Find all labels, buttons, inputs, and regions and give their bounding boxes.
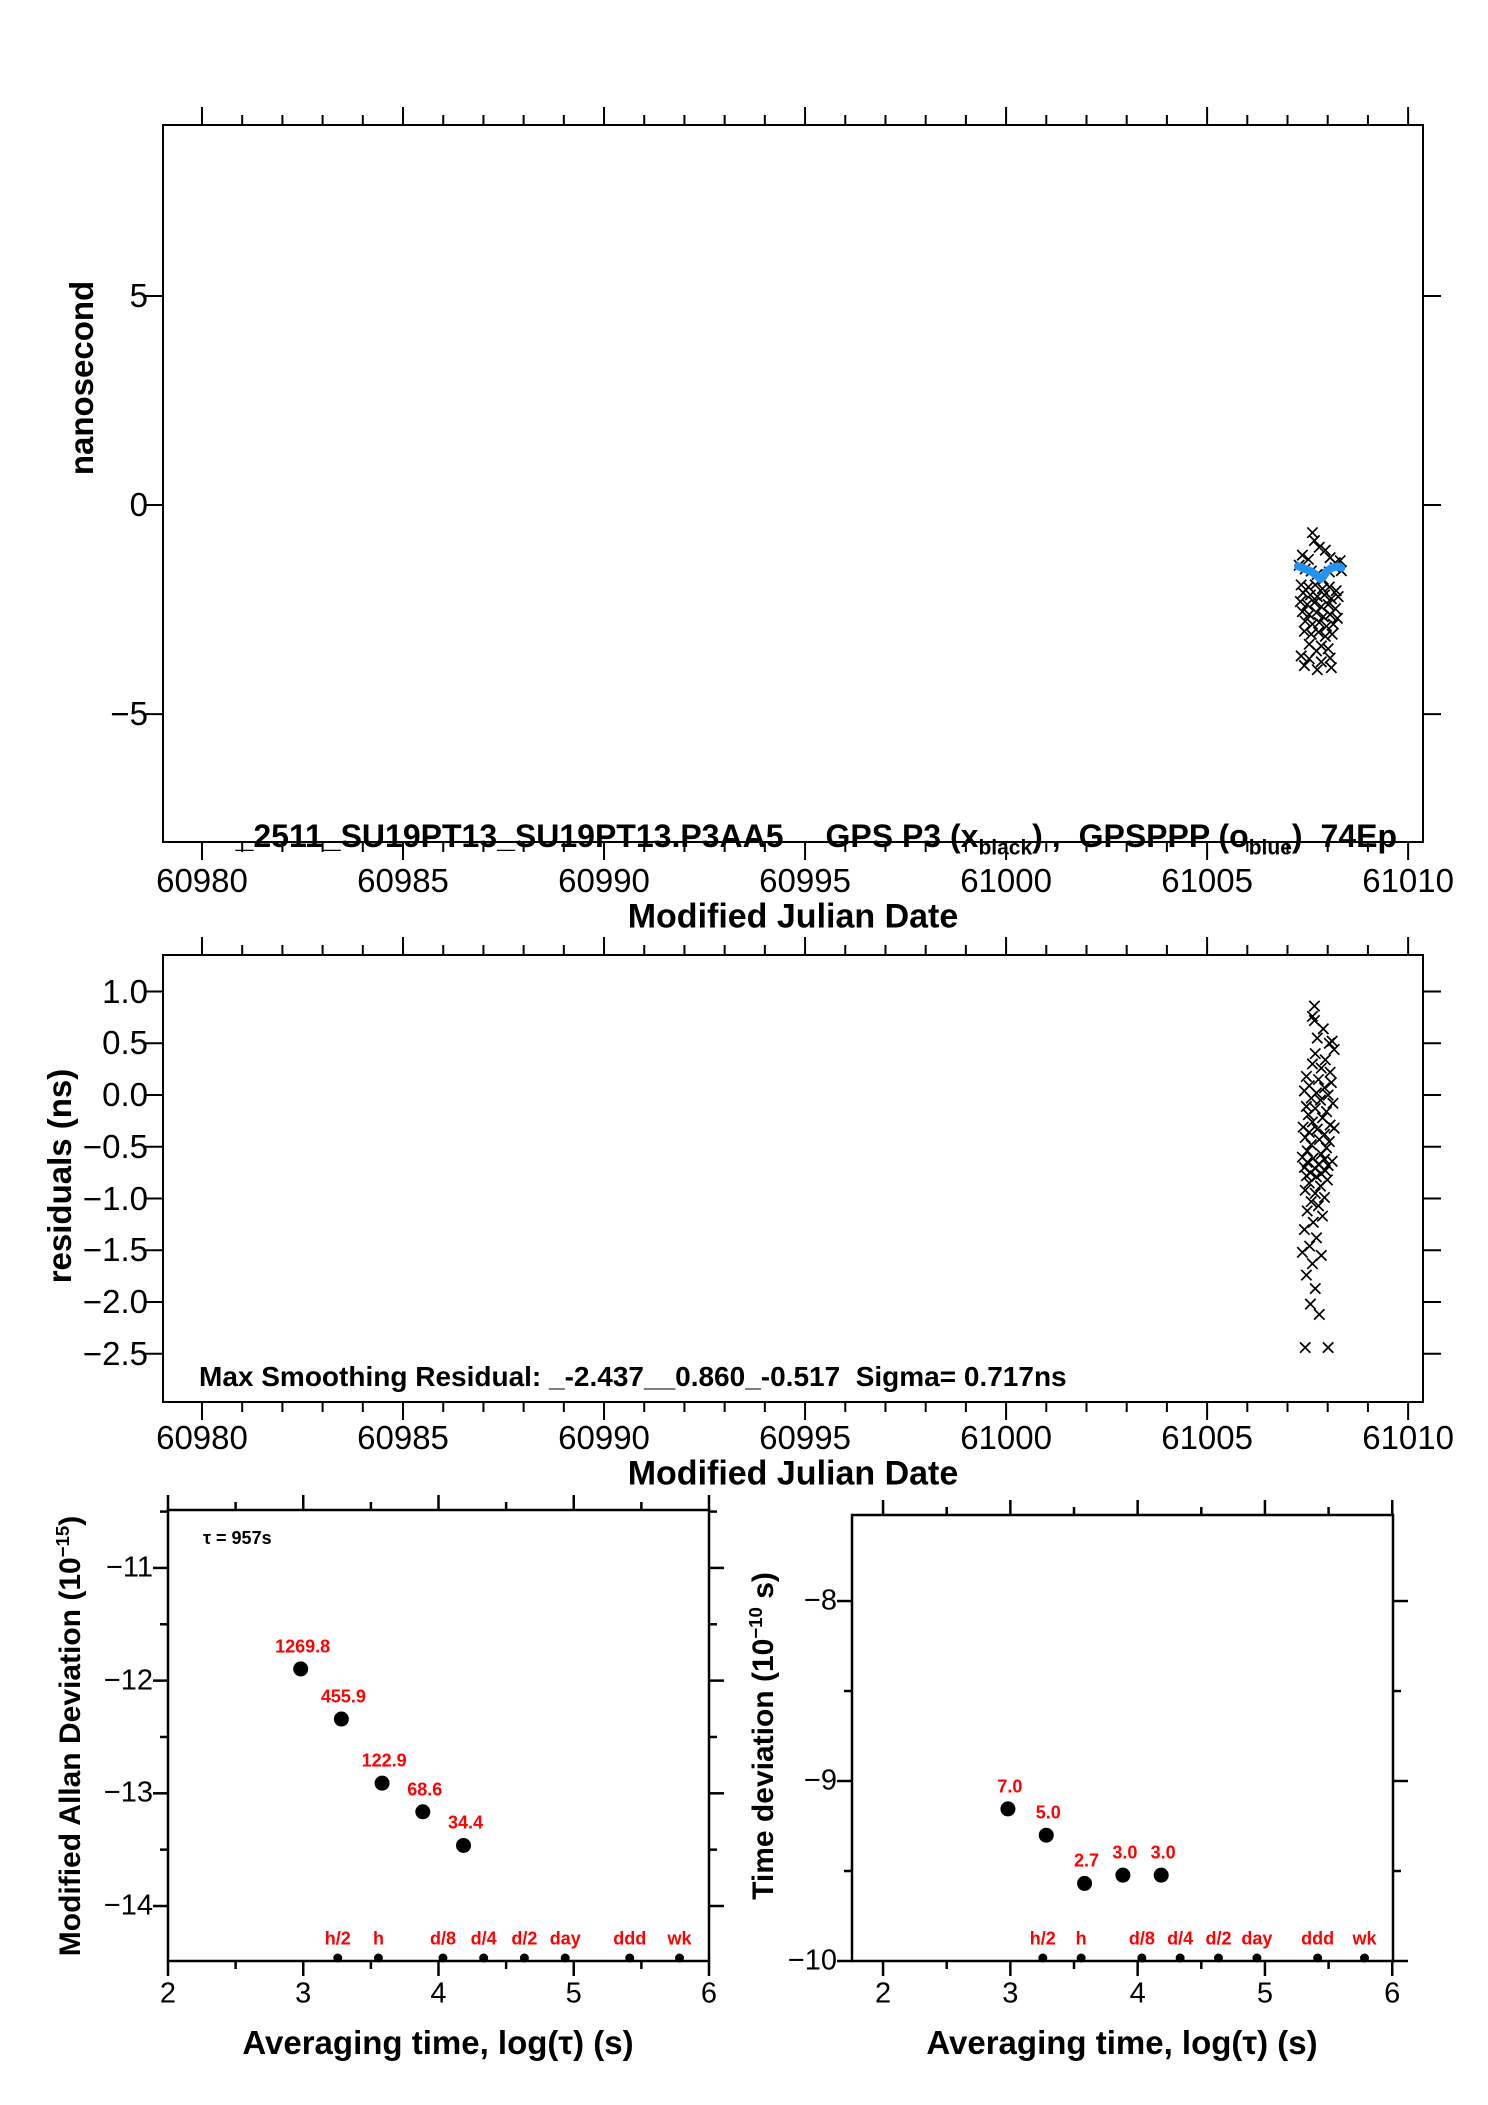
mdev-y-axis-title: [52, 1516, 88, 1956]
x-marker: [1329, 1123, 1339, 1133]
y-tick-label-residuals-vs-mjd: 1.0: [102, 972, 148, 1010]
y-tick-label-tdev: −9: [803, 1764, 837, 1797]
x-tick-label-gps-vs-mjd: 60990: [558, 862, 650, 899]
x-marker: [1300, 1132, 1310, 1142]
panel-border-residuals-vs-mjd: [163, 955, 1423, 1402]
title-gps-p3: GPS P3 (x: [825, 818, 979, 854]
y-tick-label-residuals-vs-mjd: 0.5: [102, 1024, 148, 1062]
point-value-label-mdev: 34.4: [447, 1812, 484, 1833]
x-marker: [1301, 1270, 1311, 1280]
point-value-label-mdev: 122.9: [361, 1750, 407, 1771]
interval-label-mdev: h: [372, 1928, 384, 1949]
panel-border-gps-vs-mjd: [163, 125, 1423, 842]
interval-label-mdev: wk: [667, 1928, 692, 1949]
x-marker: [1318, 1024, 1328, 1034]
x-marker: [1304, 654, 1314, 664]
interval-label-tdev: ddd: [1301, 1928, 1335, 1949]
deviation-point: [1154, 1868, 1169, 1883]
x-tick-label-tdev: 5: [1256, 1977, 1274, 2010]
x-marker: [1299, 660, 1309, 670]
panel-border-tdev: [852, 1515, 1393, 1961]
interval-marker-dot: [1360, 1954, 1369, 1963]
panel1-y-axis-title: nanosecond: [63, 280, 100, 476]
x-tick-label-residuals-vs-mjd: 60990: [558, 1419, 650, 1456]
x-marker: [1298, 588, 1308, 598]
tau-annotation: τ = 957s: [203, 1528, 272, 1548]
title-separator: ) ,: [1032, 818, 1061, 854]
tdev-y-axis-title: [745, 1572, 781, 1900]
title-file-id: _2511_SU19PT13_SU19PT13.P3AA5: [235, 818, 784, 854]
title-close-paren: ): [1291, 818, 1303, 854]
x-marker: [1323, 1342, 1333, 1352]
x-tick-label-gps-vs-mjd: 60995: [759, 862, 851, 899]
interval-marker-dot: [561, 1954, 570, 1963]
x-marker: [1310, 1283, 1320, 1293]
title-sub-blue: blue: [1248, 836, 1292, 860]
point-value-label-tdev: 3.0: [1112, 1842, 1138, 1863]
x-marker: [1311, 1233, 1321, 1243]
panel1-x-axis-title: Modified Julian Date: [627, 897, 959, 936]
y-tick-label-residuals-vs-mjd: −2.5: [82, 1334, 148, 1372]
deviation-point: [1077, 1876, 1092, 1891]
y-tick-label-gps-vs-mjd: 5: [129, 276, 148, 314]
smoothing-residual-annotation: Max Smoothing Residual: _-2.437__0.860_-0.517 Sigma= 0.717ns: [199, 1361, 1067, 1392]
point-value-label-mdev: 1269.8: [275, 1636, 331, 1657]
interval-marker-dot: [1214, 1954, 1223, 1963]
y-tick-label-mdev: −14: [103, 1889, 153, 1922]
y-tick-label-residuals-vs-mjd: −1.0: [82, 1179, 148, 1217]
x-marker: [1314, 1309, 1324, 1319]
interval-label-tdev: wk: [1352, 1928, 1377, 1949]
point-value-label-tdev: 5.0: [1035, 1802, 1061, 1823]
y-tick-label-mdev: −11: [105, 1551, 153, 1584]
point-value-label-tdev: 7.0: [997, 1776, 1023, 1797]
point-value-label-tdev: 2.7: [1074, 1850, 1100, 1871]
x-marker: [1297, 550, 1307, 560]
panel-border-mdev: [168, 1510, 709, 1961]
x-tick-label-tdev: 4: [1129, 1977, 1146, 2010]
interval-marker-dot: [520, 1954, 529, 1963]
x-marker: [1301, 1071, 1311, 1081]
x-tick-label-gps-vs-mjd: 61005: [1161, 862, 1253, 899]
mdev-y-title-close: ): [54, 1515, 87, 1526]
y-tick-label-tdev: −8: [803, 1584, 837, 1617]
point-value-label-mdev: 455.9: [320, 1686, 366, 1707]
x-tick-label-residuals-vs-mjd: 60995: [759, 1419, 851, 1456]
x-marker: [1312, 1033, 1322, 1043]
deviation-point: [415, 1804, 430, 1819]
x-tick-label-gps-vs-mjd: 60980: [156, 862, 248, 899]
panel2-x-axis-title: Modified Julian Date: [627, 1454, 959, 1493]
interval-label-tdev: h/2: [1029, 1928, 1056, 1949]
interval-marker-dot: [479, 1954, 488, 1963]
x-marker: [1319, 1192, 1329, 1202]
x-marker: [1321, 1106, 1331, 1116]
y-tick-label-residuals-vs-mjd: −1.5: [82, 1231, 148, 1269]
title-sub-black: black: [978, 836, 1033, 860]
x-tick-label-gps-vs-mjd: 60985: [357, 862, 449, 899]
y-tick-label-residuals-vs-mjd: −0.5: [82, 1127, 148, 1165]
x-tick-label-residuals-vs-mjd: 61010: [1362, 1419, 1454, 1456]
x-marker: [1309, 1001, 1319, 1011]
x-tick-label-mdev: 5: [565, 1977, 582, 2010]
x-tick-label-mdev: 4: [430, 1977, 447, 2010]
title-epoch-count: 74Ep: [1320, 818, 1398, 854]
x-marker: [1326, 1077, 1336, 1087]
y-tick-label-residuals-vs-mjd: −2.0: [82, 1283, 148, 1321]
interval-marker-dot: [1313, 1954, 1322, 1963]
x-marker: [1307, 1259, 1317, 1269]
x-tick-label-mdev: 2: [159, 1977, 177, 2010]
x-marker: [1302, 1206, 1312, 1216]
y-tick-label-tdev: −10: [787, 1944, 837, 1977]
x-marker: [1296, 651, 1306, 661]
x-marker: [1317, 1211, 1327, 1221]
interval-label-mdev: day: [549, 1928, 581, 1949]
x-tick-label-tdev: 3: [1002, 1977, 1019, 2010]
x-marker: [1300, 1342, 1310, 1352]
deviation-point: [1115, 1868, 1130, 1883]
x-marker: [1308, 1217, 1318, 1227]
x-tick-label-gps-vs-mjd: 61000: [960, 862, 1052, 899]
y-tick-label-gps-vs-mjd: 0: [129, 486, 148, 524]
y-tick-label-mdev: −13: [103, 1776, 153, 1809]
x-marker: [1315, 1181, 1325, 1191]
x-marker: [1329, 1044, 1339, 1054]
interval-marker-dot: [1252, 1954, 1261, 1963]
x-tick-label-residuals-vs-mjd: 60985: [357, 1419, 449, 1456]
x-marker: [1299, 1224, 1309, 1234]
interval-marker-dot: [1038, 1954, 1047, 1963]
point-value-label-tdev: 3.0: [1150, 1842, 1176, 1863]
interval-marker-dot: [333, 1954, 342, 1963]
y-tick-label-gps-vs-mjd: −5: [110, 695, 148, 733]
x-marker: [1324, 1038, 1334, 1048]
x-marker: [1325, 653, 1335, 663]
x-tick-label-residuals-vs-mjd: 61000: [960, 1419, 1052, 1456]
interval-label-mdev: ddd: [613, 1928, 647, 1949]
interval-marker-dot: [675, 1954, 684, 1963]
x-marker: [1305, 1299, 1315, 1309]
x-tick-label-mdev: 3: [295, 1977, 312, 2010]
interval-label-mdev: h/2: [324, 1928, 351, 1949]
deviation-point: [1039, 1828, 1054, 1843]
title-gpsppp: GPSPPP (o: [1078, 818, 1249, 854]
x-marker: [1297, 1247, 1307, 1257]
interval-marker-dot: [625, 1954, 634, 1963]
interval-label-tdev: day: [1241, 1928, 1273, 1949]
panel2-y-axis-title: residuals (ns): [41, 1068, 78, 1284]
x-tick-label-residuals-vs-mjd: 61005: [1161, 1419, 1253, 1456]
point-value-label-mdev: 68.6: [407, 1779, 443, 1800]
deviation-point: [1000, 1801, 1015, 1816]
mdev-y-title-exponent: −15: [52, 1525, 73, 1558]
x-tick-label-gps-vs-mjd: 61010: [1362, 862, 1454, 899]
x-tick-label-tdev: 2: [874, 1977, 892, 2010]
interval-marker-dot: [1176, 1954, 1185, 1963]
mdev-x-axis-title: Averaging time, log(τ) (s): [242, 2024, 634, 2061]
tdev-y-title-exponent: −10: [745, 1607, 766, 1639]
x-marker: [1302, 1146, 1312, 1156]
x-tick-label-mdev: 6: [700, 1977, 718, 2010]
interval-marker-dot: [1077, 1954, 1086, 1963]
x-marker: [1310, 1048, 1320, 1058]
deviation-point: [456, 1838, 471, 1853]
x-tick-label-tdev: 6: [1384, 1977, 1401, 2010]
x-marker: [1303, 554, 1313, 564]
deviation-point: [293, 1661, 308, 1676]
interval-label-mdev: d/4: [470, 1928, 497, 1949]
x-marker: [1326, 662, 1336, 672]
x-marker: [1296, 580, 1306, 590]
tdev-x-axis-title: Averaging time, log(τ) (s): [926, 2024, 1318, 2061]
interval-label-tdev: h: [1075, 1928, 1087, 1949]
deviation-point: [334, 1712, 349, 1727]
mdev-y-title-text: Modified Allan Deviation (10: [54, 1557, 87, 1957]
y-tick-label-residuals-vs-mjd: 0.0: [102, 1076, 148, 1114]
x-marker: [1312, 1124, 1322, 1134]
interval-label-tdev: d/8: [1128, 1928, 1155, 1949]
interval-marker-dot: [1137, 1954, 1146, 1963]
tdev-y-title-close: s): [747, 1572, 780, 1608]
interval-label-tdev: d/4: [1167, 1928, 1194, 1949]
interval-marker-dot: [438, 1954, 447, 1963]
deviation-point: [375, 1776, 390, 1791]
interval-marker-dot: [374, 1954, 383, 1963]
x-marker: [1307, 527, 1317, 537]
x-tick-label-residuals-vs-mjd: 60980: [156, 1419, 248, 1456]
interval-label-mdev: d/8: [429, 1928, 456, 1949]
interval-label-tdev: d/2: [1205, 1928, 1232, 1949]
x-marker: [1309, 535, 1319, 545]
x-marker: [1313, 1074, 1323, 1084]
interval-label-mdev: d/2: [511, 1928, 538, 1949]
tdev-y-title-text: Time deviation (10: [747, 1638, 780, 1900]
y-tick-label-mdev: −12: [103, 1664, 153, 1697]
